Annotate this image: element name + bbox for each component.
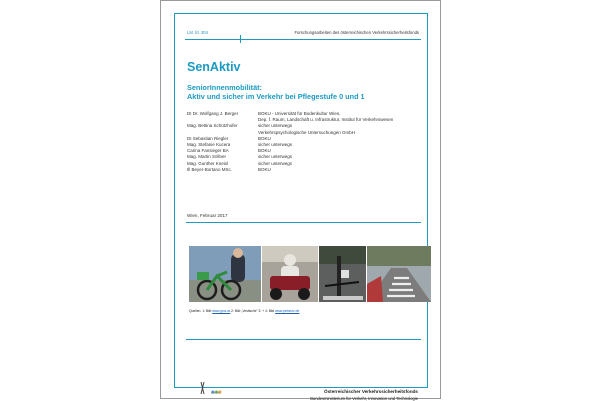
document-subtitle bbox=[187, 84, 427, 101]
document-title: SenAktiv bbox=[187, 60, 241, 74]
author-name: DI Dr. Wolfgang J. Berger bbox=[187, 111, 239, 116]
author-affiliation: sicher unterwegs bbox=[258, 154, 293, 160]
author-affiliation: sicher unterwegs bbox=[258, 142, 293, 148]
author-row bbox=[187, 167, 427, 173]
date-rule bbox=[186, 222, 421, 223]
photo-strip bbox=[189, 246, 431, 302]
street-crossing-photo bbox=[367, 246, 431, 302]
author-affiliation: BOKU bbox=[258, 148, 271, 154]
sources-mid: 2: Bild „Vestische" 3: + 4: Bild bbox=[230, 309, 276, 313]
author-affiliation: BOKU bbox=[258, 135, 271, 141]
author-affiliation: BOKU bbox=[258, 166, 271, 172]
series-title: Forschungsarbeiten des österreichischen Verkehrssicherheitsfonds bbox=[294, 30, 419, 35]
author-affiliation: sicher unterwegs bbox=[258, 123, 293, 129]
author-affiliation: Verkehrspsychologische Untersuchungen GmbH bbox=[258, 129, 356, 135]
author-name: Ill Beyer-Bortano MSc. bbox=[187, 166, 233, 172]
author-affiliation: sicher unterwegs bbox=[258, 160, 293, 166]
author-name: Carina Fansieger BA bbox=[187, 148, 229, 154]
subtitle-line-1: SeniorInnenmobilität: bbox=[187, 83, 262, 92]
subtitle-line-2: Aktiv und sicher im Verkehr bei Pflegestufe 0 und 1 bbox=[187, 91, 365, 101]
ministry-name: Bundesministerium für Verkehr, Innovation und Technologie bbox=[310, 396, 418, 401]
sources-prefix: Quellen: 1: Bild bbox=[189, 309, 213, 313]
footer-rule bbox=[186, 339, 421, 340]
page-frame bbox=[174, 13, 428, 401]
report-number: LM. fd. 304 bbox=[187, 30, 208, 35]
author-affiliation: Dep. f. Raum, Landschaft u. Infrastruktur, Institut für Verkehrswesen bbox=[258, 117, 394, 123]
document-page bbox=[160, 0, 441, 399]
publication-date: Wien, Februar 2017 bbox=[187, 213, 228, 218]
funder-name: Österreichischer Verkehrssicherheitsfonds bbox=[324, 389, 418, 394]
pedestrian-crossing-photo bbox=[319, 246, 366, 302]
author-affiliation: BOKU - Universität für Bodenkultur Wien, bbox=[258, 111, 341, 116]
author-name: Mag. Stefanie Kucera bbox=[187, 142, 231, 148]
header-rule bbox=[185, 39, 421, 40]
source-link-petonez[interactable]: www.petonez.de bbox=[275, 309, 300, 313]
author-list bbox=[187, 111, 427, 173]
e-bike-photo bbox=[189, 246, 261, 302]
senior-scooter-photo bbox=[262, 246, 318, 302]
author-name: DI Sebastian Riegler bbox=[187, 135, 229, 141]
photo-sources bbox=[189, 309, 299, 313]
author-name: Mag. Bettina Schützhofer bbox=[187, 123, 238, 129]
logo-label: bmvit bbox=[211, 391, 220, 395]
author-name: Mag. Martin Söllner bbox=[187, 154, 227, 160]
author-name: Mag. Gunther Kneisl bbox=[187, 160, 229, 166]
source-link-gruz[interactable]: www.gruz.at bbox=[212, 309, 231, 313]
